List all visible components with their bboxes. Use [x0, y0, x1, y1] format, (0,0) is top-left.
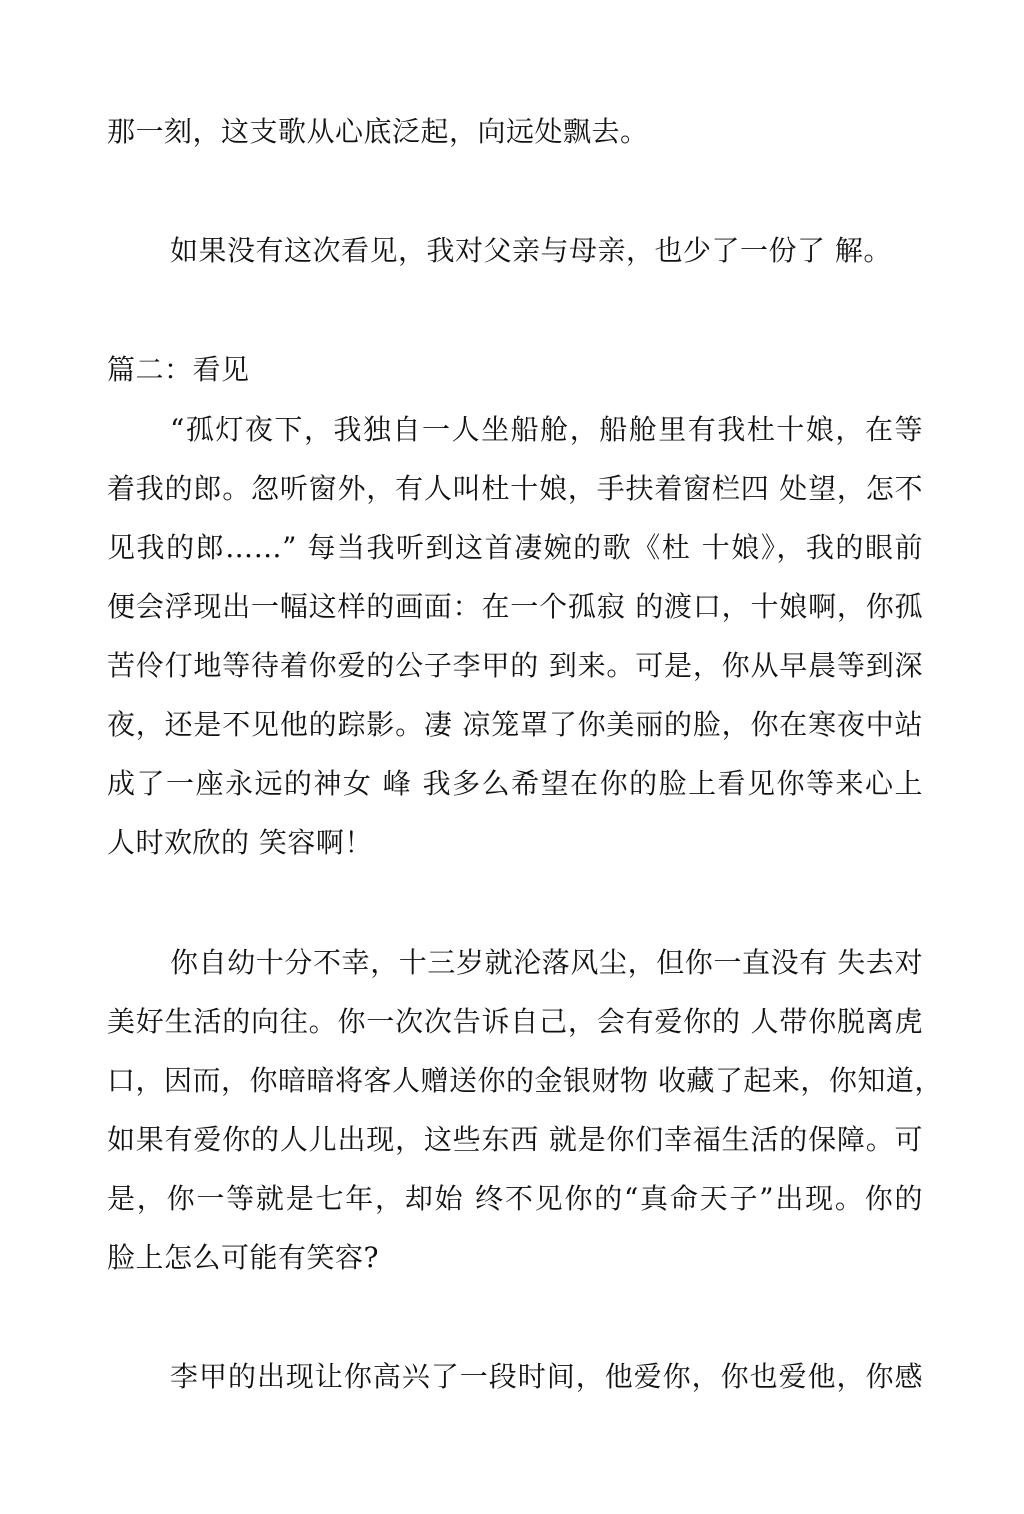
text-line: 口，因而，你暗暗将客人赠送你的金银财物 收藏了起来，你知道，	[107, 1064, 943, 1097]
text-line: 便会浮现出一幅这样的画面：在一个孤寂 的渡口，十娘啊，你孤	[107, 590, 923, 623]
text-line: 那一刻，这支歌从心底泛起，向远处飘去。	[107, 115, 649, 148]
text-line: 是，你一等就是七年，却始 终不见你的“真命天子”出现。你的	[107, 1182, 923, 1215]
text-line: 你自幼十分不幸，十三岁就沦落风尘，但你一直没有 失去对	[170, 946, 923, 979]
text-line: 着我的郎。忽听窗外，有人叫杜十娘，手扶着窗栏四 处望，怎不	[107, 472, 923, 505]
text-line: “孤灯夜下，我独自一人坐船舱，船舱里有我杜十娘，在等	[170, 413, 923, 446]
text-line: 苦伶仃地等待着你爱的公子李甲的 到来。可是，你从早晨等到深	[107, 649, 923, 682]
text-line: 李甲的出现让你高兴了一段时间，他爱你，你也爱他，你感	[170, 1360, 923, 1393]
text-line: 人时欢欣的 笑容啊！	[107, 826, 373, 859]
text-line: 夜，还是不见他的踪影。凄 凉笼罩了你美丽的脸，你在寒夜中站	[107, 708, 923, 741]
section-heading: 篇二：看见	[107, 353, 250, 386]
text-line: 如果没有这次看见，我对父亲与母亲，也少了一份了 解。	[170, 234, 892, 267]
text-line: 脸上怎么可能有笑容?	[107, 1241, 380, 1274]
text-line: 成了一座永远的神女 峰 我多么希望在你的脸上看见你等来心上	[107, 767, 923, 800]
text-line: 见我的郎……” 每当我听到这首凄婉的歌《杜 十娘》，我的眼前	[107, 531, 923, 564]
text-line: 美好生活的向往。你一次次告诉自己，会有爱你的 人带你脱离虎	[107, 1005, 923, 1038]
text-line: 如果有爱你的人儿出现，这些东西 就是你们幸福生活的保障。可	[107, 1123, 923, 1156]
